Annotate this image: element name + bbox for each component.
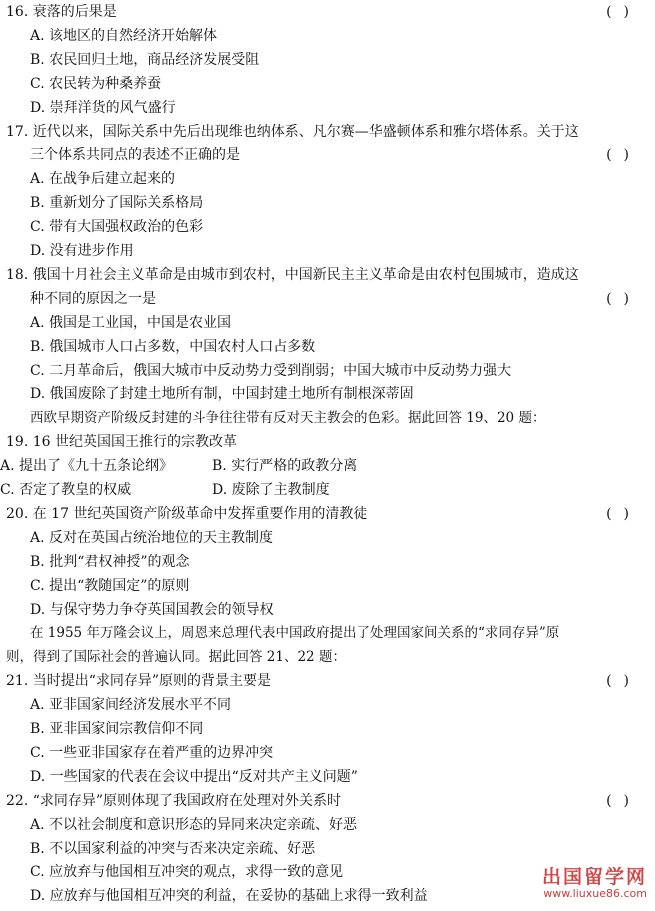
line-text: 在 1955 年万隆会议上，周恩来总理代表中国政府提出了处理国家间关系的“求同存异”原 <box>30 625 560 642</box>
line-text: 则，得到了国际社会的普遍认同。据此回答 21、22 题： <box>6 649 346 666</box>
line-text: C. 否定了教皇的权威 <box>0 482 132 498</box>
line-text: C. 二月革命后，俄国大城市中反动势力受到削弱；中国大城市中反动势力强大 <box>30 362 512 379</box>
line-text: A. 该地区的自然经济开始解体 <box>30 27 218 44</box>
option-line <box>0 191 655 215</box>
question-line <box>0 669 655 693</box>
passage-line <box>0 406 655 430</box>
option-line <box>0 48 655 72</box>
answer-parentheses: () <box>606 4 641 20</box>
option-line <box>0 215 655 239</box>
line-text: A. 俄国是工业国，中国是农业国 <box>30 314 232 331</box>
option-line <box>0 693 655 717</box>
option-line <box>0 598 655 622</box>
line-text-second-option: D. 废除了主教制度 <box>212 482 330 498</box>
question-line <box>0 263 655 287</box>
line-text: B. 亚非国家间宗教信仰不同 <box>30 721 204 737</box>
question-line <box>0 502 655 526</box>
option-line <box>0 741 655 765</box>
question-continuation <box>0 287 655 311</box>
line-text: 18. 俄国十月社会主义革命是由城市到农村，中国新民主主义革命是由农村包围城市，造成这 <box>6 266 579 283</box>
question-line <box>0 789 655 813</box>
line-text: C. 农民转为种桑养蚕 <box>30 75 162 92</box>
line-text: B. 俄国城市人口占多数，中国农村人口占多数 <box>30 338 316 355</box>
option-line <box>0 526 655 550</box>
question-continuation <box>0 143 655 167</box>
watermark-url: www.liuxue86.com <box>543 887 647 900</box>
line-text: 三个体系共同点的表述不正确的是 <box>30 147 240 164</box>
line-text: A. 在战争后建立起来的 <box>30 171 176 188</box>
option-line <box>0 382 655 406</box>
passage-line <box>0 645 655 669</box>
line-text: 19. 16 世纪英国国王推行的宗教改革 <box>6 434 237 451</box>
line-text: 21. 当时提出“求同存异”原则的背景主要是 <box>6 673 272 690</box>
line-text: B. 批判“君权神授”的观念 <box>30 553 190 570</box>
line-text-second-option: B. 实行严格的政教分离 <box>212 458 358 475</box>
watermark-title: 出国留学网 <box>541 866 647 888</box>
answer-parentheses: () <box>606 673 641 690</box>
line-text: D. 一些国家的代表在会议中提出“反对共产主义问题” <box>30 768 358 785</box>
option-line <box>0 717 655 741</box>
option-line <box>0 574 655 598</box>
option-line <box>0 96 655 120</box>
answer-parentheses: () <box>606 147 641 164</box>
option-line <box>0 454 655 478</box>
line-text: D. 俄国废除了封建土地所有制，中国封建土地所有制根深蒂固 <box>30 386 414 403</box>
passage-line <box>0 621 655 645</box>
question-line <box>0 120 655 144</box>
answer-parentheses: () <box>606 792 641 809</box>
option-line <box>0 72 655 96</box>
option-line <box>0 478 655 502</box>
line-text: B. 不以国家利益的冲突与否来决定亲疏、好恶 <box>30 840 316 857</box>
line-text: C. 提出“教随国定”的原则 <box>30 577 190 594</box>
answer-parentheses: () <box>606 505 641 522</box>
line-text: D. 应放弃与他国相互冲突的利益，在妥协的基础上求得一致利益 <box>30 888 428 905</box>
line-text: 16. 衰落的后果是 <box>6 4 117 20</box>
question-line <box>0 0 655 24</box>
line-text: D. 崇拜洋货的风气盛行 <box>30 99 176 116</box>
option-line <box>0 24 655 48</box>
line-text: 22. “求同存异”原则体现了我国政府在处理对外关系时 <box>6 792 342 809</box>
line-text: C. 一些亚非国家存在着严重的边界冲突 <box>30 744 274 761</box>
line-text: D. 没有进步作用 <box>30 243 134 259</box>
option-line <box>0 335 655 359</box>
option-line <box>0 359 655 383</box>
line-text: 17. 近代以来，国际关系中先后出现维也纳体系、凡尔赛—华盛顿体系和雅尔塔体系。关于这 <box>6 123 579 140</box>
answer-parentheses: () <box>606 290 641 307</box>
line-text: C. 带有大国强权政治的色彩 <box>30 219 204 236</box>
line-text: D. 与保守势力争夺英国国教会的领导权 <box>30 601 274 618</box>
option-line <box>0 167 655 191</box>
line-text: A. 提出了《九十五条论纲》 <box>0 458 174 475</box>
option-line <box>0 765 655 789</box>
line-text: A. 反对在英国占统治地位的天主教制度 <box>30 529 274 546</box>
line-text: A. 亚非国家间经济发展水平不同 <box>30 697 232 714</box>
line-text: A. 不以社会制度和意识形态的异同来决定亲疏、好恶 <box>30 816 358 833</box>
watermark-logo <box>497 867 647 905</box>
option-line <box>0 311 655 335</box>
option-line <box>0 239 655 263</box>
line-text: C. 应放弃与他国相互冲突的观点，求得一致的意见 <box>30 864 344 881</box>
option-line <box>0 837 655 861</box>
option-line <box>0 813 655 837</box>
line-text: 种不同的原因之一是 <box>30 290 156 307</box>
option-line <box>0 550 655 574</box>
line-text: B. 重新划分了国际关系格局 <box>30 195 204 212</box>
question-line <box>0 430 655 454</box>
line-text: 20. 在 17 世纪英国资产阶级革命中发挥重要作用的清教徒 <box>6 505 368 522</box>
line-text: B. 农民回归土地，商品经济发展受阻 <box>30 51 260 68</box>
line-text: 西欧早期资产阶级反封建的斗争往往带有反对天主教会的色彩。据此回答 19、20 题： <box>30 410 546 427</box>
